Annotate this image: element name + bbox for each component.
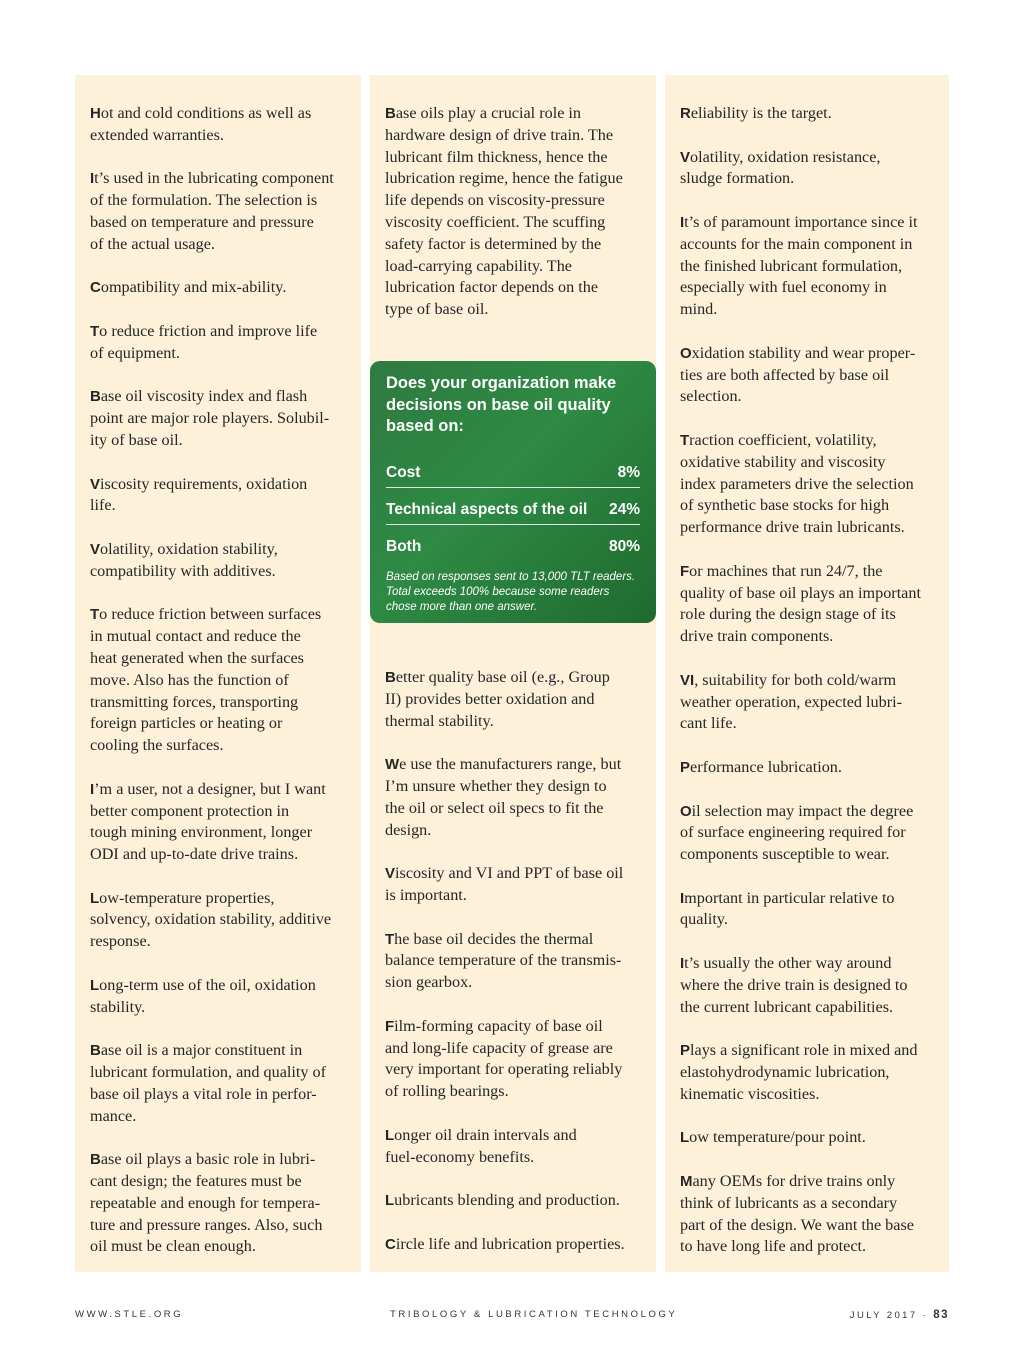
paragraph-text: ase oil viscosity index and flash point are major role players. Solubil- ity of base oil.	[90, 387, 330, 449]
paragraph-text: olatility, oxidation resistance, sludge formation.	[680, 147, 881, 188]
paragraph-text: e use the manufacturers range, but I’m unsure whether they design to the oil or select oil specs to fit the design.	[385, 755, 622, 839]
survey-row-label: Both	[386, 537, 422, 555]
lead-letter: V	[90, 475, 101, 493]
paragraph-text: olatility, oxidation stability, compatibility with additives.	[90, 539, 278, 580]
response-paragraph	[90, 277, 347, 299]
lead-letter: W	[385, 756, 400, 774]
lead-letter: L	[680, 1129, 690, 1147]
response-paragraph	[385, 929, 647, 994]
paragraph-text: he base oil decides the thermal balance temperature of the transmis- sion gearbox.	[385, 929, 622, 992]
response-paragraph	[385, 1125, 647, 1169]
response-paragraph	[90, 779, 347, 866]
paragraph-text: eliability is the target.	[690, 104, 832, 122]
response-paragraph	[90, 103, 347, 147]
column-1	[75, 75, 361, 1272]
footer-date-page	[850, 1309, 949, 1321]
response-paragraph	[680, 1127, 935, 1149]
survey-row-technical	[386, 497, 640, 525]
lead-letter: C	[90, 279, 101, 297]
lead-letter: L	[385, 1192, 395, 1210]
page-number: 83	[933, 1309, 949, 1321]
paragraph-text: ot and cold conditions as well as extended warranties.	[90, 104, 312, 144]
response-paragraph	[90, 975, 347, 1019]
paragraph-text: xidation stability and wear proper- ties are both affected by base oil selection.	[680, 343, 916, 406]
response-paragraph	[90, 539, 347, 583]
response-paragraph	[90, 168, 347, 255]
paragraph-text: ong-term use of the oil, oxidation stability.	[90, 975, 316, 1016]
lead-letter: F	[680, 562, 690, 580]
lead-letter: B	[385, 105, 396, 122]
paragraph-text: iscosity requirements, oxidation life.	[90, 474, 308, 515]
lead-letter: P	[680, 758, 691, 776]
response-paragraph	[385, 667, 647, 732]
survey-row-cost	[386, 460, 640, 488]
response-paragraph	[680, 757, 935, 779]
paragraph-text: mportant in particular relative to quality.	[680, 888, 895, 929]
column-2-top	[385, 103, 642, 321]
paragraph-text: t’s of paramount importance since it accounts for the main component in the finished lubricant formulation, especially with fuel economy in mind.	[680, 212, 918, 319]
paragraph-text: ircle life and lubrication properties.	[395, 1234, 625, 1253]
paragraph-text: ’m a user, not a designer, but I want better component protection in tough mining environment, longer ODI and up-to-date drive trains.	[90, 779, 326, 864]
survey-row-value: 8%	[617, 463, 640, 481]
lead-letter: F	[385, 1017, 395, 1035]
lead-letter: O	[680, 802, 692, 820]
response-paragraph	[680, 1040, 935, 1105]
lead-letter: B	[90, 1042, 101, 1060]
response-paragraph	[385, 1016, 647, 1103]
lead-letter: I	[90, 780, 95, 798]
lead-letter: O	[680, 344, 692, 362]
paragraph-text: t’s usually the other way around where the drive train is designed to the current lubricant capabilities.	[680, 954, 908, 1016]
paragraph-text: ilm-forming capacity of base oil and long-life capacity of grease are very important for operating reliably of rolling bearings.	[385, 1016, 623, 1101]
response-paragraph	[680, 888, 935, 932]
survey-row-label: Cost	[386, 463, 421, 481]
response-paragraph	[680, 1171, 935, 1258]
lead-letter: T	[90, 606, 100, 624]
paragraph-text: o reduce friction between surfaces in mutual contact and reduce the heat generated when the surfaces move. Also has the function of transmitting forces, transporting foreign particles or heating or cooling the surfaces.	[90, 605, 322, 755]
response-paragraph	[680, 953, 935, 1018]
lead-letter: T	[90, 322, 100, 340]
column-2-bottom	[385, 667, 647, 1277]
paragraph-text: t’s used in the lubricating component of the formulation. The selection is based on temperature and pressure of the actual usage.	[90, 169, 334, 253]
survey-note: Based on responses sent to 13,000 TLT readers. Total exceeds 100% because some readers chose more than one answer.	[386, 570, 636, 613]
paragraph-text: ase oils play a crucial role in hardware design of drive train. The lubricant film thickness, hence the lubrication regime, hence the fatigue life depends on viscosity-pressure viscosity coefficient. The scuffing safety factor is determined by the load-carrying capability. The lubrication factor depends on the type of base oil.	[385, 104, 623, 319]
survey-box	[370, 361, 656, 623]
column-3	[665, 75, 949, 1272]
paragraph-text: or machines that run 24/7, the quality of base oil plays an important role during the design stage of its drive train components.	[680, 561, 921, 646]
response-paragraph	[90, 321, 347, 365]
response-paragraph	[385, 754, 647, 841]
lead-letter: V	[90, 540, 101, 558]
lead-letter: L	[90, 889, 100, 907]
footer-date: JULY 2017	[849, 1310, 918, 1321]
lead-letter: P	[680, 1042, 691, 1060]
lead-letter: T	[680, 431, 690, 449]
response-paragraph	[680, 670, 935, 735]
paragraph-text: ow-temperature properties, solvency, oxidation stability, additive response.	[90, 888, 332, 951]
paragraph-text: o reduce friction and improve life of equipment.	[90, 321, 318, 362]
paragraph-text: onger oil drain intervals and fuel-economy benefits.	[385, 1125, 577, 1166]
response-paragraph	[90, 1040, 347, 1127]
response-paragraph	[385, 863, 647, 907]
footer-publication: TRIBOLOGY & LUBRICATION TECHNOLOGY	[390, 1309, 678, 1320]
paragraph-text: ubricants blending and production.	[394, 1191, 620, 1210]
paragraph-text: ompatibility and mix-ability.	[100, 278, 287, 297]
paragraph-text: iscosity and VI and PPT of base oil is important.	[385, 864, 624, 904]
lead-letter: V	[680, 148, 691, 166]
paragraph-text: il selection may impact the degree of surface engineering required for components susceptible to wear.	[680, 801, 914, 864]
response-paragraph	[680, 343, 935, 408]
lead-letter: I	[680, 213, 685, 231]
response-paragraph	[680, 103, 935, 125]
footer-website: WWW.STLE.ORG	[75, 1309, 184, 1320]
paragraph-text: ase oil is a major constituent in lubricant formulation, and quality of base oil plays a vital role in perfor- mance.	[90, 1041, 327, 1125]
response-paragraph	[680, 801, 935, 866]
lead-letter: L	[90, 976, 100, 994]
response-paragraph	[90, 474, 347, 518]
response-paragraph	[385, 1190, 647, 1212]
lead-letter: C	[385, 1235, 396, 1253]
lead-letter: T	[385, 930, 395, 948]
survey-row-value: 80%	[608, 537, 640, 555]
lead-letter: V	[385, 865, 396, 883]
response-paragraph	[90, 386, 347, 451]
paragraph-text: ase oil plays a basic role in lubri- cant design; the features must be repeatable and enough for tempera- ture and pressure ranges. Also, such oil must be clean enough.	[90, 1150, 323, 1256]
lead-letter: VI	[680, 671, 695, 689]
response-paragraph	[90, 604, 347, 757]
lead-letter: B	[90, 388, 101, 406]
lead-letter: H	[90, 105, 101, 122]
lead-letter: B	[90, 1151, 101, 1169]
lead-letter: I	[680, 955, 685, 973]
footer-separator: ·	[922, 1310, 929, 1321]
response-paragraph	[90, 1149, 347, 1258]
response-paragraph	[680, 430, 935, 539]
response-paragraph	[680, 147, 935, 191]
lead-letter: R	[680, 105, 691, 122]
survey-title: Does your organization make decisions on base oil quality based on:	[386, 374, 617, 435]
response-paragraph	[385, 103, 642, 321]
paragraph-text: raction coefficient, volatility, oxidative stability and viscosity index parameters drive the selection of synthetic base stocks for high performance drive train lubricants.	[680, 430, 914, 537]
lead-letter: M	[680, 1173, 693, 1191]
lead-letter: L	[385, 1126, 395, 1144]
survey-row-label: Technical aspects of the oil	[386, 500, 588, 518]
response-paragraph	[385, 1234, 647, 1256]
paragraph-text: etter quality base oil (e.g., Group II) provides better oxidation and thermal stability.	[385, 668, 610, 730]
lead-letter: I	[680, 889, 685, 907]
paragraph-text: lays a significant role in mixed and elastohydrodynamic lubrication, kinematic viscosities.	[680, 1041, 918, 1103]
paragraph-text: ow temperature/pour point.	[689, 1128, 866, 1147]
response-paragraph	[680, 561, 935, 648]
paragraph-text: , suitability for both cold/warm weather operation, expected lubri- cant life.	[680, 670, 903, 733]
lead-letter: B	[385, 669, 396, 686]
survey-row-value: 24%	[608, 500, 640, 518]
survey-row-both	[386, 534, 640, 561]
paragraph-text: any OEMs for drive trains only think of lubricants as a secondary part of the design. We want the base to have long life and protect.	[680, 1172, 914, 1256]
lead-letter: I	[90, 170, 95, 188]
column-2	[370, 75, 656, 1272]
paragraph-text: erformance lubrication.	[690, 757, 842, 776]
response-paragraph	[680, 212, 935, 321]
response-paragraph	[90, 888, 347, 953]
